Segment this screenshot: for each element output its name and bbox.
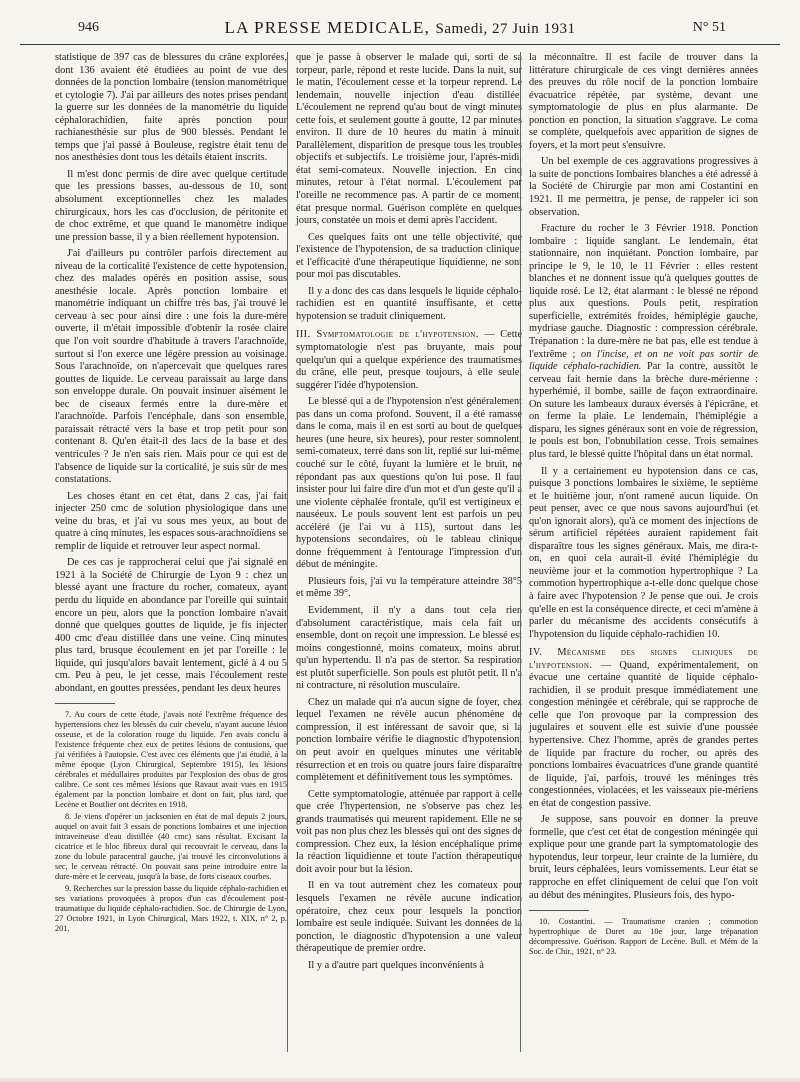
- footnote-8: 8. Je viens d'opérer un jacksonien en état de mal depuis 2 jours, auquel on avait fait 3 essais de ponctions lombaires et une injection intraveineuse d'eau distillée (40 cmc) sans résultat. Excisant la cicatrice et le bloc fibreux dural qui recouvrait le cerveau, dans la zone du lobule paracentral gauche, j'ai trouvé les circonvolutions à sec, le cerveau rétracté. On pouvait sans peine introduire entre la dure-mère et le cerveau, jusqu'à la base, de forts ciseaux courbes.: [55, 812, 287, 882]
- section-body: — Cette symptomatologie n'est pas bruyante, mais pour quelqu'un qui a quelque expérience des traumatismes du crâne, elle peut, presque toujours, à elle seule, suggérer l'idée d'hypotension.: [296, 329, 523, 391]
- column-1: [55, 52, 287, 936]
- section-iv: [529, 647, 758, 810]
- section-iii: [296, 329, 522, 392]
- paragraph: Le blessé qui a de l'hypotension n'est généralement pas dans un coma profond. Souvent, il a été ramassé dans le coma, mais il en est sorti au bout de quelques heures (une heure, six heures), pour rester somnolent, semi-comateux, terré dans son lit, replié sur lui-même, couché sur le côté, fuyant la lumière et le bruit, ne répondant pas aux questions qu'on lui pose. Il faut insister pour lui faire dire d'un mot et d'un geste qu'il a une violente céphalée frontale, qu'il est vertigineux et nauséeux. Le pouls souvent lent est parfois un peu accéléré (je l'ai vu à 115), surtout dans les hypotensions secondaires, où le tableau clinique donne fréquemment à l'entourage l'impression d'un début de méningite.: [296, 396, 522, 571]
- issue-number: N° 51: [692, 20, 726, 35]
- page-number: 946: [78, 20, 99, 35]
- case-text: Fracture du rocher le 3 Février 1918. Ponction lombaire : liquide sanglant. Le lendemain, état stationnaire, non inquiétant. Ponction lombaire, par principe le 9, le 10, le 11 Février : elles restent blanches et ne donnent issue qu'à quelques gouttes de liquide rosé. Le 12, état alarmant : le blessé ne répond plus aux questions. Pouls petit, respiration superficielle, extrémités froides, hémiplégie gauche, mydriase gauche. Diagnostic : compression cérébrale. Trépanation : la dure-mère ne bat pas, elle est tendue à l'extrême ;: [529, 223, 758, 360]
- footnote-10: 10. Costantini. — Traumatisme cranien ; commotion hypertrophique de Duret au 10e jour, large trépanation décompressive. Guérison. Rapport de Lecène. Bull. et Mém de la Soc. de Chir., 1921, n° 23.: [529, 917, 758, 957]
- paragraph: statistique de 397 cas de blessures du crâne explorées, dont 136 avaient été étudiées au point de vue des données de la ponction lombaire (tension manométrique et cytologie 7). J'ai par ailleurs des notes prises pendant la guerre sur les données de la manométrie du liquide céphalorachidien, faite après ponction pour rachianesthésie sur plus de 900 blessés. Pendant le temps que j'ai passé à Bouleuse, registre était tenu de nos anesthésies dont tous les détails étaient inscrits.: [55, 52, 287, 164]
- paragraph: Il en va tout autrement chez les comateux pour lesquels l'examen ne révèle aucune indication opératoire, chez ceux pour lesquels la ponction lombaire est seule indiquée. Suivant les données de la ponction, le diagnostic d'hypotension a une valeur thérapeutique de premier ordre.: [296, 880, 522, 955]
- paragraph: la méconnaître. Il est facile de trouver dans la littérature chirurgicale de ces vingt dernières années des preuves du rôle nocif de la ponction lombaire évacuatrice répétée, par système, devant une symptomatologie de plus en plus alarmante. De ponction en ponction, la situation s'aggrave. Le coma se complète, quelquefois avec apparition de signes de foyers, et la mort peut s'ensuivre.: [529, 52, 758, 151]
- footnotes: [529, 917, 758, 957]
- paragraph: Il y a d'autre part quelques inconvénients à: [308, 959, 484, 971]
- section-title: IV. Mécanisme des signes cliniques de l'hypotension.: [529, 647, 758, 671]
- footnote-divider: [55, 703, 115, 704]
- section-body: — Quand, expérimentalement, on évacue une certaine quantité de liquide céphalo-rachidien, il se produit presque immédiatement une congestion méningée et cérébrale, qui se rapproche de celle que l'on provoque par la compression des jugulaires et souvent elle est suivie d'une poussée hypertensive. Chez l'homme, après de grandes pertes de liquide par fracture du rocher, ou après des ponctions lombaires évacuatrices d'une grande quantité de liquide, j'ai, parfois, trouvé les méninges très congestionnées, violacées, et les vaisseaux pie-mériens en état de congestion passive.: [529, 659, 759, 809]
- paragraph: De ces cas je rapprocherai celui que j'ai signalé en 1921 à la Société de Chirurgie de Lyon 9 : chez un blessé ayant une fracture du rocher, comateux, ayant perdu du liquide en abondance par l'oreille qui suintait encore un peu, alors que la ponction lombaire n'avait donné que quelques gouttes de liquide, je fis injecter 400 cmc d'eau distillée dans une veine. Cinq minutes plus tard, brusque écoulement en jet par l'oreille : le liquide, qui jusqu'alors bavait lentement, giclé à 4 ou 5 cm. Peu à peu, le jet cesse, mais l'écoulement reste abondant, en gouttes pressées, pendant les deux heures: [55, 557, 287, 694]
- section-title: III. Symptomatologie de l'hypotension.: [296, 329, 479, 341]
- footnote-divider: [529, 910, 589, 911]
- issue-date: Samedi, 27 Juin 1931: [435, 21, 576, 37]
- column-2: [287, 52, 522, 1052]
- paragraph: Il y a donc des cas dans lesquels le liquide céphalo-rachidien est en quantité insuffisante, et cette hypotension se traduit cliniquement.: [296, 285, 522, 322]
- paragraph: Plusieurs fois, j'ai vu la température atteindre 38°5 et même 39°.: [296, 575, 522, 600]
- page-header: [20, 14, 780, 45]
- paragraph: Il m'est donc permis de dire avec quelque certitude que les pressions basses, au-dessous de 10, sont absolument exceptionnelles chez les malades chirurgicaux, hors les cas d'occlusion, de péritonite et de choc extrême, et que quand le manomètre indique une pression basse, il y a bien réellement hypotension.: [55, 168, 287, 243]
- paragraph: Ces quelques faits ont une telle objectivité, que l'existence de l'hypotension, de sa traduction clinique, et l'efficacité d'une thérapeutique liquidienne, ne sont pour moi pas discutables.: [296, 231, 522, 281]
- paragraph: J'ai d'ailleurs pu contrôler parfois directement au niveau de la corticalité l'existence de cette hypotension, chez des malades opérés en position assise, sous anesthésie locale. Après ponction lombaire et manométrie indiquant un chiffre très bas, j'ai trouvé le cerveau à sec pour ainsi dire : une fois la dure-mère ouverte, il m'était impossible d'obtenir la rosée claire que l'on voit sourdre d'habitude à travers l'arachnoïde, surtout si l'on exerce une légère pression au voisinage. Sous l'arachnoïde, on n'apercevait que quelques rares gouttes de liquide. Le cerveau paraissait au large dans son enveloppe durale. On pouvait insinuer aisément le bec de ciseaux fermés entre la dure-mère et l'arachnoïde. Parfois l'encéphale, dans son ensemble, paraissait rétracté vers la base et trop petit pour son contenant 8. Qu'en était-il des lacs de la base et des ventricules ? Je n'en sais rien. Mais pour ce qui est de l'absence de liquide sur la corticalité, je suis sûr de mes constatations.: [55, 248, 287, 486]
- paragraph: Je suppose, sans pouvoir en donner la preuve formelle, que c'est cet état de congestion méningée qui explique pour une grande part la symptomatologie des hypotendus, leur torpeur, leur crainte de la lumière, du bruit, leurs céphalées, leurs vomissements. Leur état se rapproche en effet cliniquement de celui que l'on voit au début des méningites. Plusieurs fois, des hypo-: [529, 814, 758, 901]
- paragraph: Un bel exemple de ces aggravations progressives à la suite de ponctions lombaires blanches a été adressé à la Société de Chirurgie par mon ami Costantini en 1921. Il me permettra, je pense, de rappeler ici son observation.: [529, 156, 758, 218]
- footnotes: [55, 710, 287, 934]
- case-text-end: Par la contre, aussitôt le cerveau fait hernie dans la brèche dure-mérienne : hyperhémié, il bombe, saille de façon extraordinaire. On suture les lambeaux duraux éversés à l'épicrâne, et on ferme la plaie. Le lendemain, l'hémiplégie a disparu, les signes généraux sont en voie de régression, le pouls est bon, l'obnubilation cesse. Trois semaines plus tard, le blessé quitte l'hôpital dans un état normal.: [529, 361, 758, 460]
- footnote-7: 7. Au cours de cette étude, j'avais noté l'extrême fréquence des hypertensions chez les blessés du cuir chevelu, n'ayant aucune lésion osseuse, et de la coloration rouge du liquide. J'en avais conclu à l'existence fréquente chez eux de petites lésions de contusions, que j'ai vérifiées à l'autopsie. C'est avec ces éléments que j'ai étudié, à la même époque (Lyon Chirurgical, Septembre 1915), les lésions cérébrales et médullaires produites par l'explosion des obus de gros calibre. Ce sont ces mêmes lésions que Ravaut avait vues en 1915 également par la ponction lombaire et dont on fait, plus tard, que Lecène et Boutlier ont décrites en 1918.: [55, 710, 287, 810]
- journal-title-line: [20, 18, 780, 38]
- column-3: [520, 52, 758, 1052]
- case-report: [529, 223, 758, 461]
- paragraph: Cette symptomatologie, atténuée par rapport à celle que crée l'hypertension, ne s'observe pas chez les grands traumatisés qui meurent rapidement. Elle ne se voit pas non plus chez les blessés qui ont des signes de compression. Chez eux, la lésion encéphalique prime la réaction liquidienne et toute l'action thérapeutique doit avoir pour but la lésion.: [296, 788, 522, 875]
- paragraph: que je passe à observer le malade qui, sorti de sa torpeur, parle, répond et reste lucide. Dans la nuit, sur le matin, l'écoulement cesse et la torpeur reprend. Le lendemain, nouvelle injection d'eau distillée. L'écoulement ne reprend qu'au bout de vingt minutes cette fois, et seulement goutte à goutte, 12 par minutes environ. Il dure de 10 heures du matin à minuit. Parallèlement, disparition de presque tous les troubles objectifs et subjectifs. Le troisième jour, l'après-midi, état semi-comateux. Nouvelle injection. En cinq minutes, retour à l'état normal. L'écoulement par l'oreille ne recommence pas. A partir de ce moment, état presque normal. Guérison complète en quelques jours, constatée un mois et demi après l'accident.: [296, 52, 522, 227]
- footnote-9: 9. Recherches sur la pression basse du liquide céphalo-rachidien et ses variations provoquées à propos d'un cas d'écoulement post-traumatique du liquide céphalo-rachidien. Soc. de Chirurgie de Lyon, 27 Octobre 1921, in Lyon Chirurgical, Mars 1922, t. XIX, n° 2, p. 201.: [55, 884, 287, 934]
- paragraph: Evidemment, il n'y a dans tout cela rien d'absolument caractéristique, mais cela fait un ensemble, dont on reçoit une impression. Le blessé est moins congestionné, moins comateux, moins abruti qu'un hypertendu. Il n'a pas de stertor. Sa respiration est plutôt superficielle. Son pouls est plutôt petit. Il n'a ni contracture, ni résolution musculaire.: [296, 604, 522, 692]
- paragraph: Chez un malade qui n'a aucun signe de foyer, chez lequel l'examen ne révèle aucun phénomène de compression, il est intéressant de savoir que, si la ponction lombaire vérifie le diagnostic d'hypotension, on peut avoir en quelques minutes une véritable résurrection et en trois ou quatre jours faire disparaître complètement et définitivement tous les symptômes.: [296, 696, 522, 784]
- paragraph: Il y a certainement eu hypotension dans ce cas, puisque 3 ponctions lombaires le sixième, le septième et le huitième jour, n'ont ramené aucun liquide. On peut penser, avec ce que nous savons aujourd'hui (et qu'on ignorait alors), qu'à ce moment des injections de sérum artificiel répétées auraient rapidement fait disparaître tous les signes généraux. Mais, me dira-t-on, en quoi cela aurait-il évité l'hémiplégie du neuvième jour et la commotion hypertrophique ? La commotion hypertrophique a-t-elle donc quelque chose à faire avec l'hypotension ? Je pense que oui. Je crois qu'elle en est la conséquence directe, et ceci m'amène à parler du mécanisme des accidents consécutifs à l'hypotension du liquide céphalo-rachidien 10.: [529, 465, 758, 640]
- journal-name: LA PRESSE MEDICALE,: [224, 18, 431, 37]
- case-emphasis: on l'incise, et on ne voit pas sortir de liquide céphalo-rachidien.: [529, 348, 758, 373]
- page-edge: [0, 1078, 800, 1082]
- paragraph: Les choses étant en cet état, dans 2 cas, j'ai fait injecter 250 cmc de solution physiologique dans une veine du bras, et j'ai vu sous mes yeux, au bout de quatre à cinq minutes, les espaces sous-arachnoïdiens se remplir de liquide et retrouver leur aspect normal.: [55, 490, 287, 552]
